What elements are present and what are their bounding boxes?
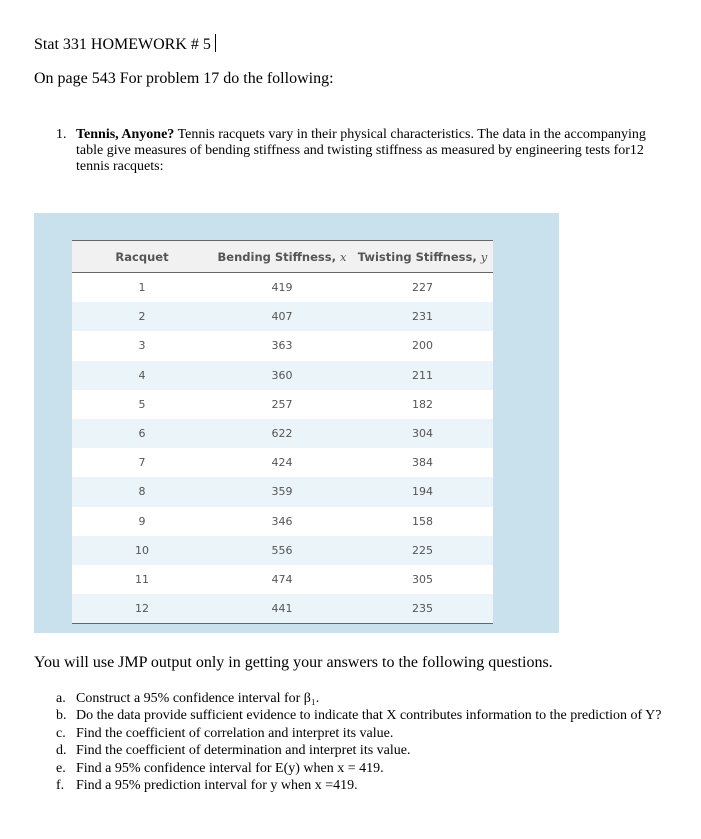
question-letter: c.	[56, 725, 66, 741]
cell-twisting: 200	[352, 331, 493, 360]
question-text: Find the coefficient of correlation and interpret its value.	[76, 725, 394, 741]
table-row	[72, 273, 493, 303]
cell-racquet: 5	[72, 390, 212, 419]
table-row	[72, 594, 493, 624]
question-list	[56, 690, 696, 794]
table-row	[72, 536, 493, 565]
cell-bending: 363	[212, 331, 352, 360]
cell-racquet: 9	[72, 507, 212, 536]
table-row	[72, 419, 493, 448]
question-text: Find the coefficient of determination and interpret its value.	[76, 743, 411, 759]
document-title: Stat 331 HOMEWORK # 5	[34, 34, 216, 55]
cell-racquet: 7	[72, 448, 212, 477]
cell-racquet: 12	[72, 594, 212, 624]
cell-bending: 424	[212, 448, 352, 477]
bending-var: x	[339, 249, 347, 264]
cell-racquet: 11	[72, 565, 212, 594]
cell-twisting: 182	[352, 390, 493, 419]
cell-racquet: 4	[72, 361, 212, 390]
cell-twisting: 211	[352, 361, 493, 390]
cell-twisting: 227	[352, 273, 493, 303]
question-item	[56, 690, 696, 707]
header-bending: Bending Stiffness, x	[212, 241, 352, 273]
question-text: Construct a 95% confidence interval for β₁.	[76, 691, 320, 706]
cell-bending: 407	[212, 302, 352, 331]
cell-racquet: 6	[72, 419, 212, 448]
jmp-note: You will use JMP output only in getting your answers to the following questions.	[34, 654, 553, 671]
cell-twisting: 158	[352, 507, 493, 536]
cell-twisting: 305	[352, 565, 493, 594]
cell-twisting: 384	[352, 448, 493, 477]
table-row	[72, 331, 493, 360]
header-twisting: Twisting Stiffness, y	[352, 241, 493, 273]
cell-twisting: 225	[352, 536, 493, 565]
question-letter: f.	[56, 778, 65, 794]
cell-bending: 257	[212, 390, 352, 419]
table-row	[72, 302, 493, 331]
cell-twisting: 235	[352, 594, 493, 624]
question-item	[56, 777, 696, 794]
cell-bending: 359	[212, 477, 352, 506]
cell-twisting: 231	[352, 302, 493, 331]
cell-twisting: 194	[352, 477, 493, 506]
question-item	[56, 742, 696, 759]
question-text: Find a 95% confidence interval for E(y) when x = 419.	[76, 760, 384, 776]
cell-bending: 346	[212, 507, 352, 536]
question-text: Do the data provide sufficient evidence to indicate that X contributes information to the prediction of Y?	[76, 708, 662, 724]
cell-racquet: 3	[72, 331, 212, 360]
question-item	[56, 707, 696, 724]
text-cursor	[215, 34, 216, 52]
cell-bending: 360	[212, 361, 352, 390]
question-letter: a.	[56, 691, 66, 706]
cell-racquet: 10	[72, 536, 212, 565]
cell-bending: 441	[212, 594, 352, 624]
header-racquet: Racquet	[72, 241, 212, 273]
question-letter: b.	[56, 708, 67, 724]
question-item	[56, 725, 696, 742]
cell-twisting: 304	[352, 419, 493, 448]
table-row	[72, 448, 493, 477]
question-item	[56, 760, 696, 777]
twisting-var: y	[480, 249, 488, 264]
question-text: Find a 95% prediction interval for y when x =419.	[76, 778, 358, 794]
intro-text: On page 543 For problem 17 do the following:	[34, 70, 334, 87]
cell-bending: 474	[212, 565, 352, 594]
table-row	[72, 361, 493, 390]
table-header-row	[72, 241, 493, 273]
cell-bending: 556	[212, 536, 352, 565]
problem-heading: Tennis, Anyone?	[76, 127, 175, 142]
table-row	[72, 565, 493, 594]
table-row	[72, 477, 493, 506]
cell-racquet: 1	[72, 273, 212, 303]
problem-number: 1.	[56, 127, 67, 142]
question-letter: e.	[56, 760, 66, 776]
racquet-table	[72, 240, 493, 624]
table-body	[72, 273, 493, 624]
problem-1	[56, 127, 666, 175]
table-row	[72, 390, 493, 419]
cell-bending: 419	[212, 273, 352, 303]
table-row	[72, 507, 493, 536]
cell-bending: 622	[212, 419, 352, 448]
cell-racquet: 8	[72, 477, 212, 506]
problem-body	[76, 127, 666, 175]
problem-text: Tennis racquets vary in their physical characteristics. The data in the accompanying table give measures of bending stiffness and twisting stiffness as measured by engineering tests for12 tennis racquets:	[76, 127, 646, 174]
table-image	[34, 213, 559, 633]
question-letter: d.	[56, 743, 67, 759]
cell-racquet: 2	[72, 302, 212, 331]
